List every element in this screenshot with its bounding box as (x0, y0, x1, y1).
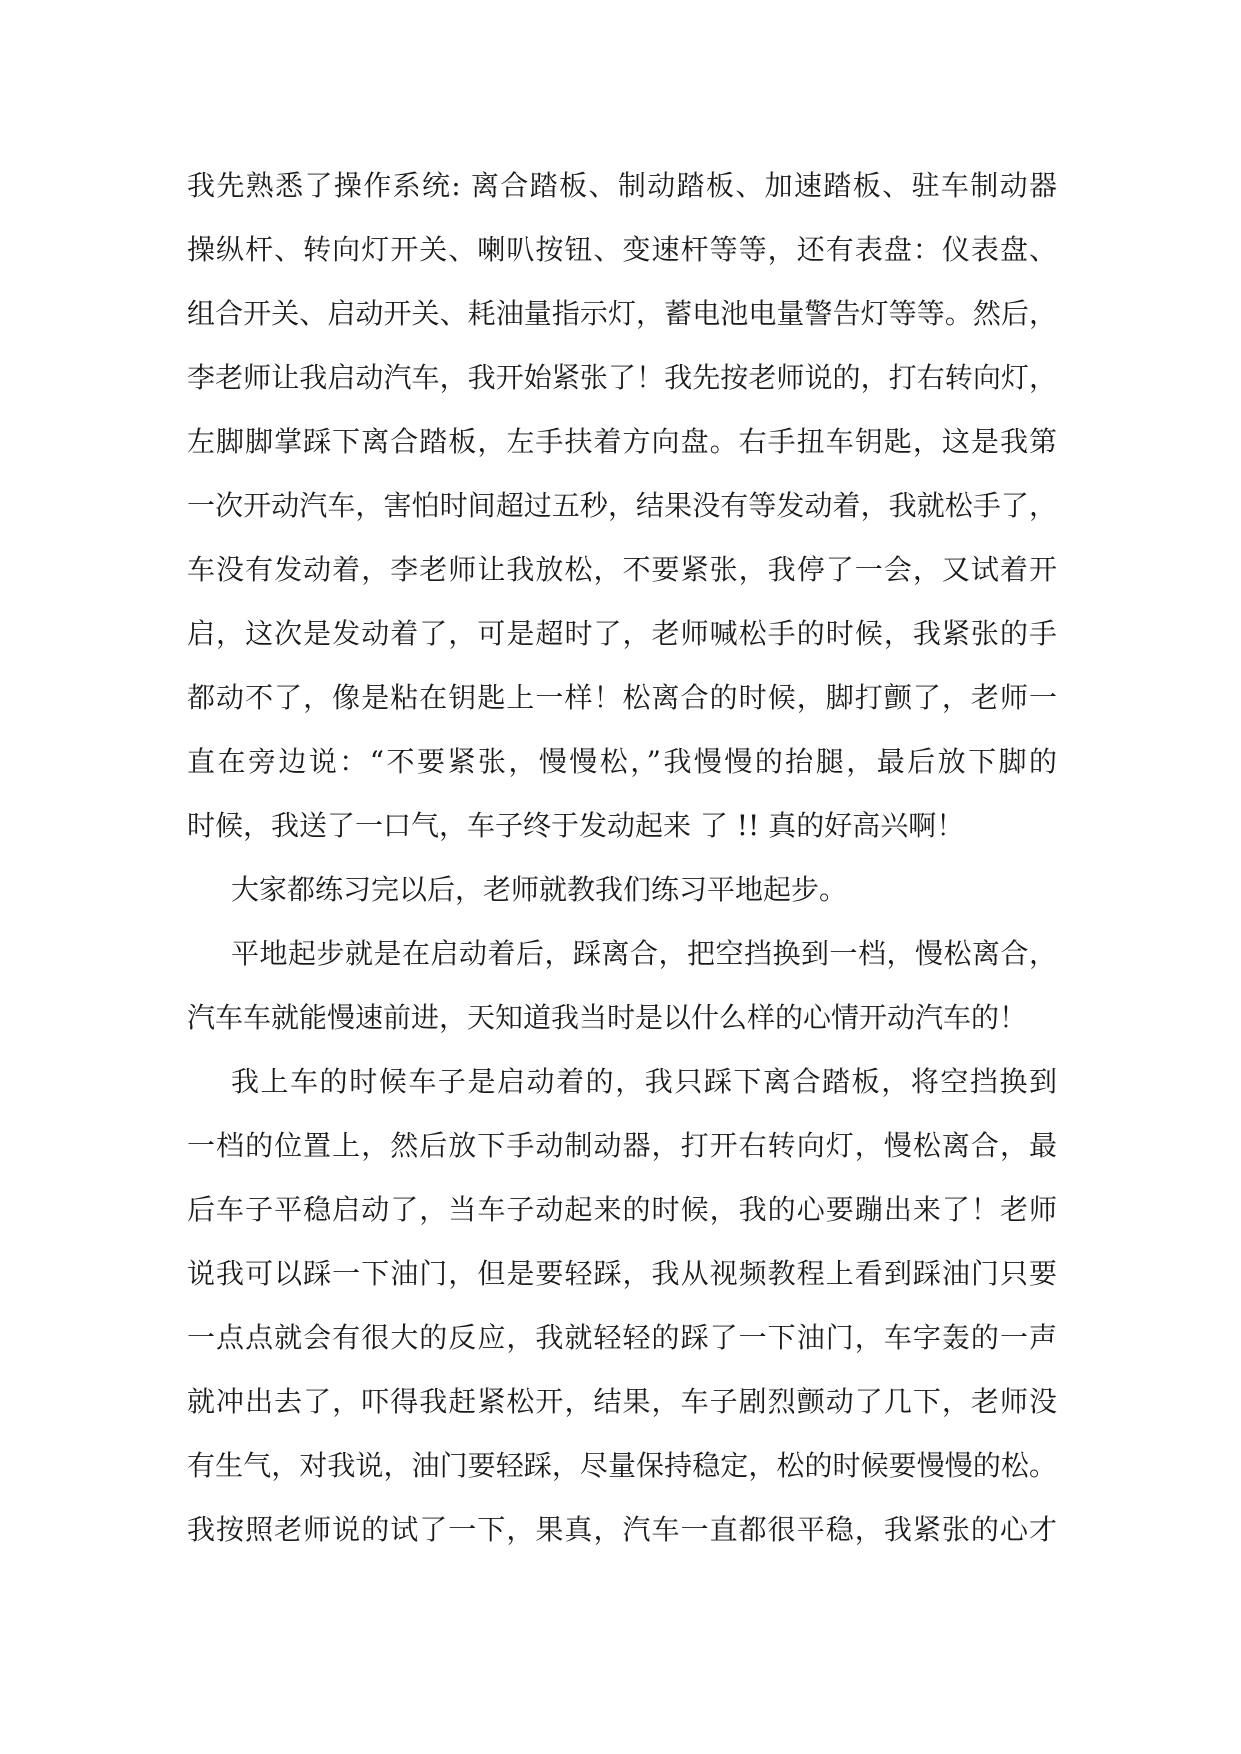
text-line: 大家都练习完以后，老师就教我们练习平地起步。 (231, 873, 848, 906)
text-line: 后车子平稳启动了，当车子动起来的时候，我的心要蹦出来了！老师 (187, 1193, 1057, 1226)
text-line: 我按照老师说的试了一下，果真，汽车一直都很平稳，我紧张的心才 (187, 1513, 1057, 1546)
text-line: 汽车车就能慢速前进，天知道我当时是以什么样的心情开动汽车的！ (187, 1001, 1028, 1034)
text-line: 我上车的时候车子是启动着的，我只踩下离合踏板，将空挡换到 (231, 1065, 1057, 1098)
text-line: 李老师让我启动汽车，我开始紧张了！我先按老师说的，打右转向灯， (187, 361, 1057, 394)
text-line: 都动不了，像是粘在钥匙上一样！松离合的时候，脚打颤了，老师一 (187, 681, 1057, 714)
text-line: 就冲出去了，吓得我赶紧松开，结果，车子剧烈颤动了几下，老师没 (187, 1385, 1057, 1418)
text-line: 一次开动汽车，害怕时间超过五秒，结果没有等发动着，我就松手了， (187, 489, 1057, 522)
text-line: 一档的位置上，然后放下手动制动器，打开右转向灯，慢松离合，最 (187, 1129, 1057, 1162)
text-line: 操纵杆、转向灯开关、喇叭按钮、变速杆等等，还有表盘：仪表盘、 (187, 233, 1057, 266)
text-line: 组合开关、启动开关、耗油量指示灯，蓄电池电量警告灯等等。然后， (187, 297, 1057, 330)
text-line: 有生气，对我说，油门要轻踩，尽量保持稳定，松的时候要慢慢的松。 (187, 1449, 1057, 1482)
text-line: 我先熟悉了操作系统: 离合踏板、制动踏板、加速踏板、驻车制动器 (187, 169, 1057, 202)
text-line: 时候，我送了一口气，车子终于发动起来 了 !! 真的好高兴啊！ (187, 809, 965, 842)
text-line: 直在旁边说：“不要紧张，慢慢松，”我慢慢的抬腿，最后放下脚的 (187, 745, 1057, 778)
text-line: 车没有发动着，李老师让我放松，不要紧张，我停了一会，又试着开 (187, 553, 1057, 586)
document-body (187, 154, 1057, 1562)
text-line: 说我可以踩一下油门，但是要轻踩，我从视频教程上看到踩油门只要 (187, 1257, 1057, 1290)
text-line: 平地起步就是在启动着后，踩离合，把空挡换到一档，慢松离合， (231, 937, 1057, 970)
text-line: 启，这次是发动着了，可是超时了，老师喊松手的时候，我紧张的手 (187, 617, 1057, 650)
text-line: 左脚脚掌踩下离合踏板，左手扶着方向盘。右手扭车钥匙，这是我第 (187, 425, 1057, 458)
text-line: 一点点就会有很大的反应，我就轻轻的踩了一下油门，车字轰的一声 (187, 1321, 1057, 1354)
